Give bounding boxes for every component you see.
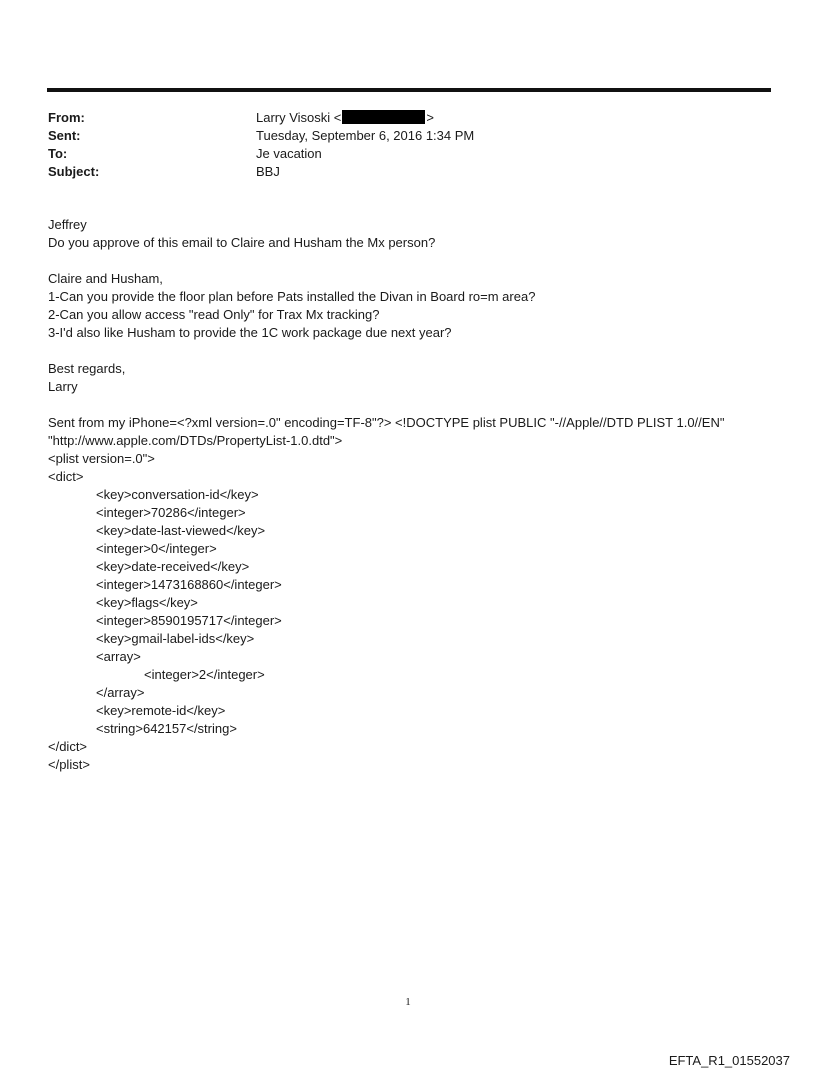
- subject-value: BBJ: [256, 164, 280, 179]
- plist-line: <string>642157</string>: [96, 721, 237, 736]
- plist-line: <integer>0</integer>: [96, 541, 217, 556]
- redacted-email-block: [342, 110, 425, 124]
- closing: Best regards,: [48, 361, 126, 376]
- subject-label: Subject:: [48, 164, 100, 179]
- dtd-url-line: "http://www.apple.com/DTDs/PropertyList-1.0.dtd">: [48, 433, 343, 448]
- plist-close: </plist>: [48, 757, 90, 772]
- to-value: Je vacation: [256, 146, 322, 161]
- plist-line: <key>conversation-id</key>: [96, 487, 259, 502]
- plist-line: <integer>2</integer>: [144, 667, 265, 682]
- to-label: To:: [48, 146, 68, 161]
- email-body: [48, 216, 768, 774]
- question: Do you approve of this email to Claire and Husham the Mx person?: [48, 235, 436, 250]
- to-row: [48, 145, 748, 163]
- email-header: [48, 109, 748, 181]
- plist-line: <key>flags</key>: [96, 595, 198, 610]
- from-row: [48, 109, 748, 127]
- request-item-2: 2-Can you allow access "read Only" for Trax Mx tracking?: [48, 307, 380, 322]
- plist-line: <integer>70286</integer>: [96, 505, 246, 520]
- plist-line: <key>remote-id</key>: [96, 703, 226, 718]
- from-label: From:: [48, 110, 85, 125]
- plist-line: </array>: [96, 685, 145, 700]
- sent-from-line: Sent from my iPhone=<?xml version=.0" encoding=TF-8"?> <!DOCTYPE plist PUBLIC "-//Apple//DTD PLIST 1.0//EN": [48, 415, 725, 430]
- plist-line: <integer>8590195717</integer>: [96, 613, 282, 628]
- document-id: EFTA_R1_01552037: [668, 1053, 790, 1068]
- sent-label: Sent:: [48, 128, 81, 143]
- plist-line: <integer>1473168860</integer>: [96, 577, 282, 592]
- dict-open: <dict>: [48, 469, 84, 484]
- plist-line: <key>gmail-label-ids</key>: [96, 631, 255, 646]
- request-item-3: 3-I'd also like Husham to provide the 1C work package due next year?: [48, 325, 452, 340]
- sent-value: Tuesday, September 6, 2016 1:34 PM: [256, 128, 475, 143]
- from-value: [256, 109, 748, 127]
- sender-name: Larry Visoski <: [256, 110, 342, 125]
- signature: Larry: [48, 379, 78, 394]
- sender-bracket-close: >: [426, 110, 434, 125]
- sent-row: [48, 127, 748, 145]
- request-item-1: 1-Can you provide the floor plan before Pats installed the Divan in Board ro=m area?: [48, 289, 536, 304]
- subject-row: [48, 163, 748, 181]
- plist-line: <key>date-received</key>: [96, 559, 250, 574]
- plist-line: <key>date-last-viewed</key>: [96, 523, 266, 538]
- header-divider: [47, 88, 771, 92]
- greeting: Jeffrey: [48, 217, 87, 232]
- dict-close: </dict>: [48, 739, 88, 754]
- salutation: Claire and Husham,: [48, 271, 163, 286]
- page-number: 1: [405, 996, 411, 1008]
- plist-open: <plist version=.0">: [48, 451, 155, 466]
- plist-line: <array>: [96, 649, 141, 664]
